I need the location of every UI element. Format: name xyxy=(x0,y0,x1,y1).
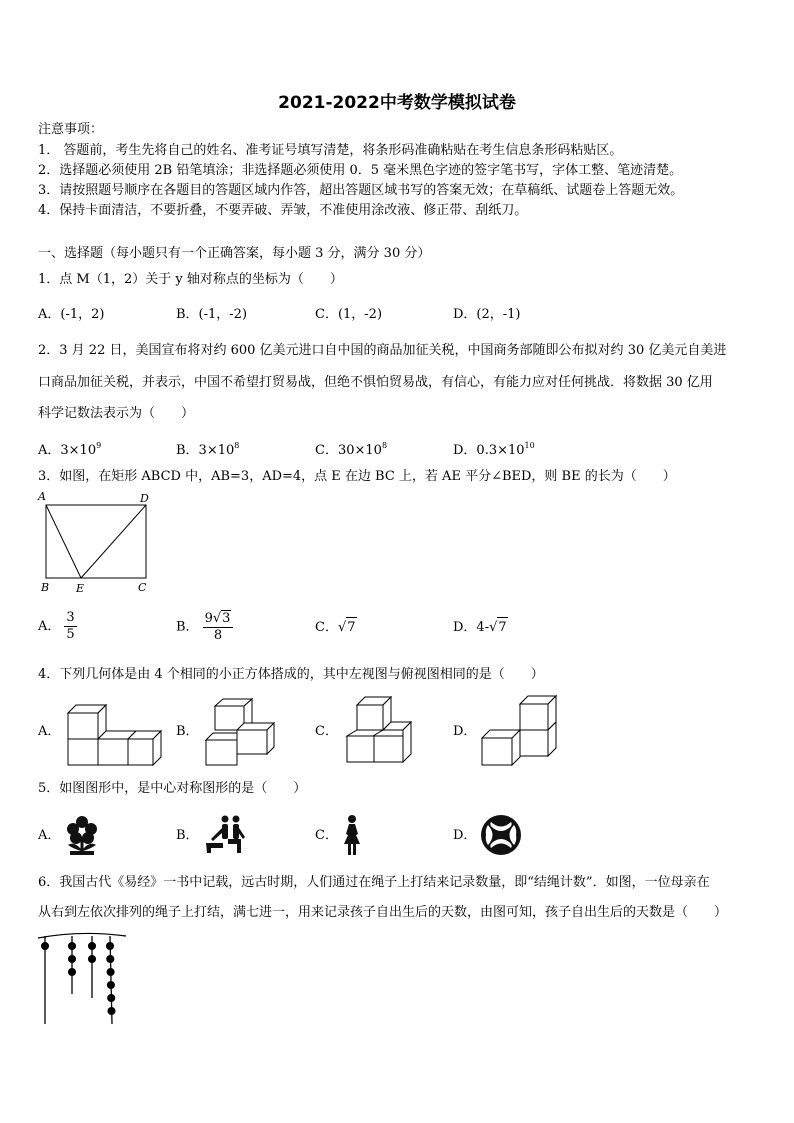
q5-option-c: C． xyxy=(315,828,338,843)
q6-line-2: 从右到左依次排列的绳子上打结，满七进一，用来记录孩子自出生后的天数，由图可知，孩子自出生后的天数是（ ） xyxy=(38,905,728,920)
notice-heading: 注意事项： xyxy=(38,122,104,137)
q3-option-a: A． $\frac{3}{5}$ xyxy=(38,610,75,642)
notice-item-1: 1． 答题前，考生先将自己的姓名、准考证号填写清楚，将条形码准确粘贴在考生信息条形码粘贴区。 xyxy=(38,143,623,158)
rope-knot xyxy=(108,982,115,989)
circle-x-icon xyxy=(479,813,523,857)
rope-knot xyxy=(108,995,115,1002)
vertex-label-d: D xyxy=(140,492,149,505)
q5-option-d: D． xyxy=(453,828,477,843)
notice-item-3: 3．请按照题号顺序在各题目的答题区域内作答，超出答题区域书写的答案无效；在草稿纸、试题卷上答题无效。 xyxy=(38,183,684,198)
q1-option-a: A．(-1，2) xyxy=(38,307,105,322)
notice-item-2: 2．选择题必须使用 2B 铅笔填涂；非选择题必须使用 0．5 毫米黑色字迹的签字笔书写，字体工整、笔迹清楚。 xyxy=(38,163,683,178)
q2-line-2: 口商品加征关税，并表示，中国不希望打贸易战，但绝不惧怕贸易战，有信心，有能力应对任何挑战．将数据 30 亿用 xyxy=(38,375,713,390)
rope-knot xyxy=(107,943,114,950)
q2-option-b: B．$3\times 10^8$ xyxy=(176,441,240,458)
q1-option-b: B．(-1，-2) xyxy=(176,307,248,322)
q2-option-d: D．$0.3\times 10^{10}$ xyxy=(453,441,535,458)
q5-stem: 5．如图图形中，是中心对称图形的是（ ） xyxy=(38,781,307,796)
rope-knot xyxy=(42,943,49,950)
rope-knot xyxy=(107,956,114,963)
woman-figure-icon xyxy=(342,814,362,856)
q1-option-d: D．(2，-1) xyxy=(453,307,521,322)
hanging-rod xyxy=(38,933,126,938)
q4-option-c: C． xyxy=(315,724,338,739)
rope-knot xyxy=(69,943,76,950)
flower-icon xyxy=(64,815,100,857)
q2-line-3: 科学记数法表示为（ ） xyxy=(38,406,195,421)
fraction: $\frac{3}{5}$ xyxy=(66,610,75,642)
vertex-label-b: B xyxy=(41,581,50,594)
rope-knot xyxy=(69,969,76,976)
rope-knot xyxy=(89,943,96,950)
q3-option-d: D．4-√7 xyxy=(453,617,508,638)
rectangle-abcd-figure xyxy=(36,488,160,596)
q2-option-c: C．$30\times 10^8$ xyxy=(315,441,388,458)
q6-line-1: 6．我国古代《易经》一书中记载，远古时期，人们通过在绳子上打结来记录数量，即“结绳计数”．如图，一位母亲在 xyxy=(38,875,710,890)
q2-option-a: A．$3\times 10^9$ xyxy=(38,441,102,458)
rope-knot xyxy=(89,956,96,963)
cubes-figure-a xyxy=(66,700,166,770)
q5-option-b: B． xyxy=(176,828,199,843)
q4-option-a: A． xyxy=(38,724,61,739)
q3-option-b: B． $\frac{9√3}{8}$ xyxy=(176,610,233,645)
vertex-label-c: C xyxy=(138,581,147,594)
fraction: $\frac{9√3}{8}$ xyxy=(203,610,234,644)
vertex-label-e: E xyxy=(76,582,85,595)
q3-stem: 3．如图，在矩形 ABCD 中，AB=3，AD=4，点 E 在边 BC 上，若 AE 平分∠BED，则 BE 的长为（ ） xyxy=(38,469,676,484)
rope-knot xyxy=(108,1008,115,1015)
q5-option-a: A． xyxy=(38,828,61,843)
q1-option-c: C．(1，-2) xyxy=(315,307,383,322)
page-title: 2021-2022中考数学模拟试卷 xyxy=(278,93,516,113)
q2-line-1: 2．3 月 22 日，美国宣布将对约 600 亿美元进口自中国的商品加征关税，中国商务部随即公布拟对约 30 亿美元自美进 xyxy=(38,343,727,358)
vertex-label-a: A xyxy=(38,490,46,503)
two-people-bench-icon xyxy=(203,815,247,855)
q4-option-b: B． xyxy=(176,724,199,739)
knotted-ropes-figure xyxy=(36,928,132,1030)
rope-knot xyxy=(69,956,76,963)
section-heading: 一、选择题（每小题只有一个正确答案，每小题 3 分，满分 30 分） xyxy=(38,246,431,261)
q4-option-d: D． xyxy=(453,724,477,739)
cubes-figure-d xyxy=(480,693,560,769)
cubes-figure-c xyxy=(343,693,415,769)
q4-stem: 4．下列几何体是由 4 个相同的小正方体搭成的，其中左视图与俯视图相同的是（ ） xyxy=(38,667,544,682)
q1-stem: 1．点 M（1，2）关于 y 轴对称点的坐标为（ ） xyxy=(38,272,343,287)
rope-knot xyxy=(107,969,114,976)
q3-option-c: C．√7 xyxy=(315,617,357,638)
notice-item-4: 4．保持卡面清洁，不要折叠，不要弄破、弄皱，不准使用涂改液、修正带、刮纸刀。 xyxy=(38,203,528,218)
cubes-figure-b xyxy=(203,698,283,770)
